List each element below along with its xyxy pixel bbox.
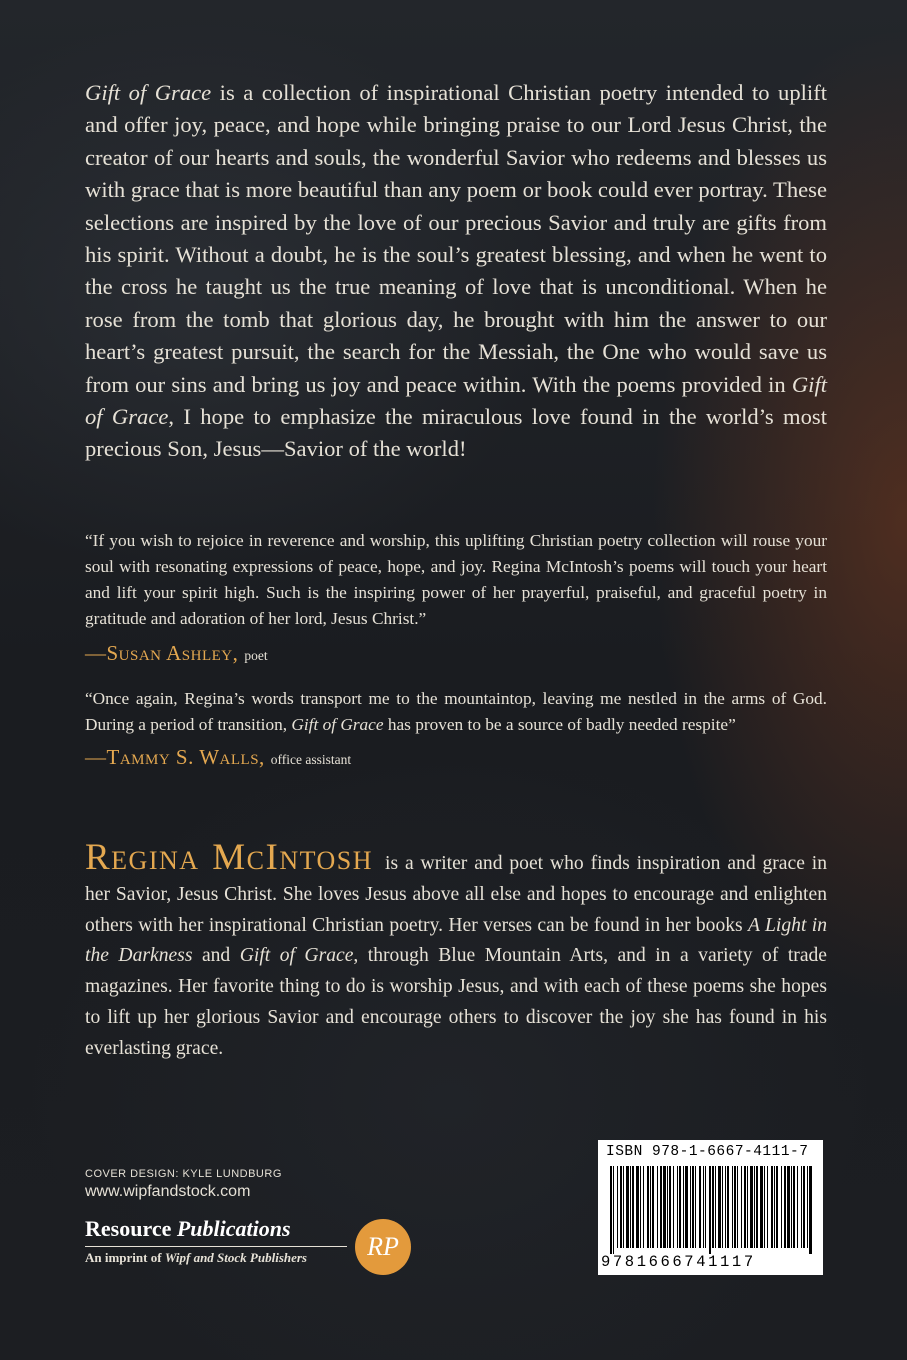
barcode-bar	[793, 1166, 795, 1248]
endorsement-quote-1: “If you wish to rejoice in reverence and worship, this uplifting Christian poetry collection will rouse your soul with resonating expressions of peace, hope, and joy. Regina McIntosh’s poems will touch your heart and lift your spirit high. Such is the inspiring power of her prayerful, praiseful, and graceful poetry in gratitude and adoration of her lord, Jesus Christ.”	[85, 531, 827, 628]
book-title-italic: Gift of Grace	[85, 80, 212, 105]
author-bio	[85, 837, 828, 1065]
barcode-bar	[781, 1166, 782, 1248]
author-name: —Tammy S. Walls,	[85, 745, 265, 769]
isbn-label: ISBN 978-1-6667-4111-7	[606, 1144, 809, 1160]
barcode-bar	[610, 1166, 612, 1254]
barcode-bar	[632, 1166, 634, 1248]
barcode-bar	[679, 1166, 681, 1248]
book-title-italic: A Light in the Darkness	[85, 914, 827, 967]
barcode-bar	[623, 1166, 624, 1248]
publisher-name	[85, 1216, 291, 1242]
barcode-bar	[744, 1166, 746, 1248]
barcode-bar	[727, 1166, 729, 1248]
barcode-bar	[617, 1166, 618, 1248]
barcode-bar	[784, 1166, 786, 1248]
publisher-name-part2: Publications	[176, 1216, 291, 1241]
barcode-bar	[750, 1166, 753, 1248]
author-role: poet	[244, 648, 268, 663]
barcode-bar	[715, 1166, 716, 1248]
endorsement-author-1	[85, 641, 268, 666]
barcode-bar	[620, 1166, 622, 1248]
barcode-bar	[626, 1166, 629, 1248]
barcode-bar	[774, 1166, 775, 1248]
barcode-bar	[683, 1166, 684, 1248]
endorsement-quote-2	[85, 686, 827, 738]
barcode-bar	[643, 1166, 644, 1248]
barcode-bar	[705, 1166, 706, 1248]
barcode-bar	[630, 1166, 631, 1248]
barcode-bar	[801, 1166, 802, 1248]
barcode-bar	[771, 1166, 773, 1248]
barcode-bar	[776, 1166, 778, 1248]
author-bio-name: Regina McIntosh	[85, 837, 374, 878]
barcode-bar	[690, 1166, 691, 1248]
barcode-bar	[673, 1166, 674, 1248]
barcode-bar	[807, 1166, 808, 1248]
barcode-bar	[709, 1166, 711, 1254]
barcode-bar	[652, 1166, 654, 1248]
barcode-bar	[803, 1166, 805, 1248]
bio-text-end: , through Blue Mountain Arts, and in a variety of trade magazines. Her favorite thing to do is worship Jesus, and with each of these poems she hopes to lift up her glorious Savior and encourage others to discover the joy she has found in his everlasting grace.	[85, 945, 828, 1059]
barcode-bar	[685, 1166, 688, 1248]
barcode-bar	[809, 1166, 812, 1254]
barcode-bar	[718, 1166, 721, 1248]
cover-design-credit: COVER DESIGN: KYLE LUNDBURG	[85, 1168, 282, 1180]
barcode-bar	[797, 1166, 798, 1248]
barcode-bar	[754, 1166, 755, 1248]
barcode-bar	[663, 1166, 666, 1248]
barcode-bar	[667, 1166, 668, 1248]
barcode-bar	[660, 1166, 662, 1248]
barcode-bar	[669, 1166, 671, 1248]
imprint-text: An imprint of	[85, 1250, 162, 1265]
barcode-bar	[741, 1166, 742, 1248]
bio-text: is a writer and poet who finds inspiration and grace in her Savior, Jesus Christ. She loves Jesus above all else and hopes to encourage and enlighten others with her inspirational Christian poetry. Her verses can be found in her books	[85, 853, 828, 936]
barcode-bar	[692, 1166, 694, 1248]
barcode-bar	[636, 1166, 639, 1248]
barcode-bar	[760, 1166, 763, 1248]
barcode-bar	[699, 1166, 701, 1248]
book-title-italic: Gift of Grace	[85, 371, 827, 430]
barcode-bar	[734, 1166, 736, 1248]
barcode-bar	[764, 1166, 765, 1248]
barcode-bar	[747, 1166, 748, 1248]
barcode	[598, 1140, 823, 1275]
barcode-bar	[703, 1166, 704, 1248]
publisher-url: www.wipfandstock.com	[85, 1183, 251, 1200]
barcode-bar	[712, 1166, 714, 1248]
barcode-bar	[650, 1166, 651, 1248]
endorsement-author-2	[85, 745, 351, 770]
bio-text: and	[192, 945, 240, 967]
description-text: is a collection of inspirational Christian poetry intended to uplift and offer joy, peace, and hope while bringing praise to our Lord Jesus Christ, the creator of our hearts and souls, the wonderful Savior who redeems and blesses us with grace that is more beautiful than any poem or book could ever portray. These selections are inspired by the love of our precious Savior and truly are gifts from his spirit. Without a doubt, he is the soul’s greatest blessing, and when he went to the cross he taught us the true meaning of love that is unconditional. When he rose from the tomb that glorious day, he brought with him the answer to our heart’s greatest pursuit, the search for the Messiah, the One who would save us from our sins and bring us joy and peace within. With the poems provided in	[85, 80, 827, 397]
publisher-imprint	[85, 1250, 307, 1266]
barcode-bar	[657, 1166, 658, 1248]
barcode-bar	[640, 1166, 641, 1248]
author-name: —Susan Ashley,	[85, 641, 239, 665]
barcode-bar	[737, 1166, 738, 1248]
book-description	[85, 77, 827, 466]
description-text-end: , I hope to emphasize the miraculous love found in the world’s most precious Son, Jesus—Savior of the world!	[85, 404, 827, 462]
publisher-name-part1: Resource	[85, 1216, 172, 1241]
quote-text: “Once again, Regina’s words transport me to the mountaintop, leaving me nestled in the arms of God. During a period of transition,	[85, 689, 827, 734]
barcode-bar	[677, 1166, 678, 1248]
barcode-bar	[791, 1166, 792, 1248]
barcode-bar	[756, 1166, 758, 1248]
barcode-bar	[725, 1166, 726, 1248]
imprint-publisher: Wipf and Stock Publishers	[164, 1250, 307, 1265]
rp-logo-icon: RP	[355, 1219, 411, 1275]
barcode-bar	[767, 1166, 768, 1248]
ean-digits: 9781666741117	[601, 1253, 756, 1271]
barcode-bar	[647, 1166, 649, 1248]
publisher-divider	[85, 1246, 347, 1247]
barcode-bar	[787, 1166, 790, 1248]
barcode-bar	[722, 1166, 723, 1248]
author-role: office assistant	[270, 752, 352, 767]
barcode-bar	[732, 1166, 733, 1248]
barcode-bar	[695, 1166, 696, 1248]
book-title-italic: Gift of Grace	[239, 945, 354, 967]
book-title-italic: Gift of Grace	[291, 715, 384, 734]
barcode-bar	[613, 1166, 614, 1254]
quote-text-end: has proven to be a source of badly needed respite”	[383, 715, 736, 734]
